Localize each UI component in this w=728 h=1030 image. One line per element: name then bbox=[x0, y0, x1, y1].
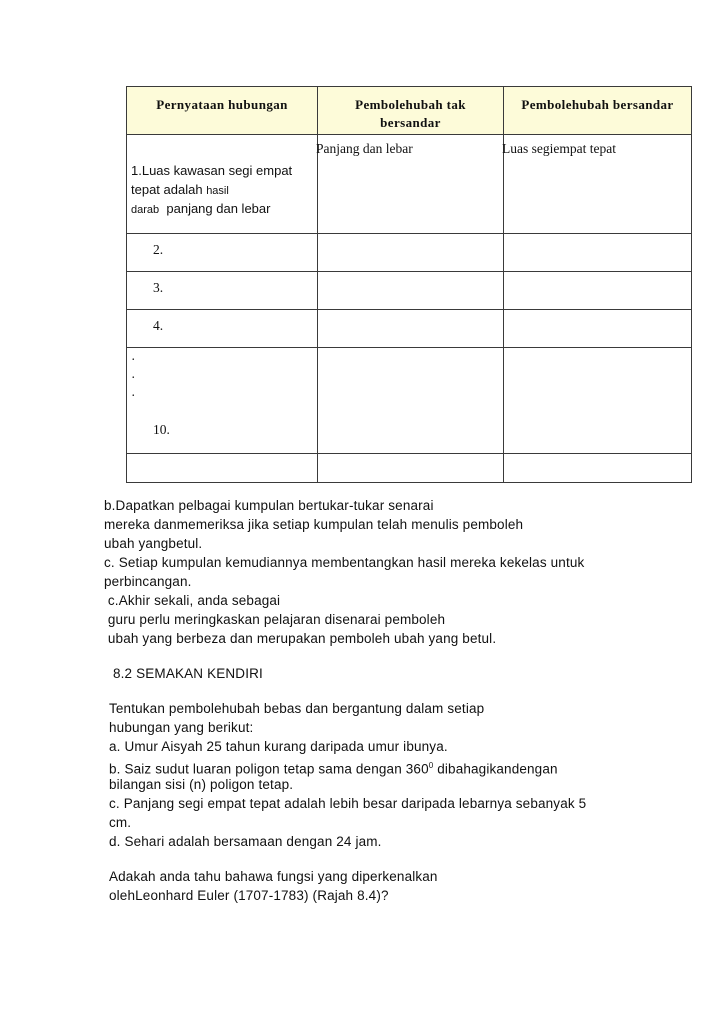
table-header-row bbox=[127, 87, 692, 135]
row1-statement-line2 bbox=[131, 182, 229, 197]
closing-line2: olehLeonhard Euler (1707-1783) (Rajah 8.4)? bbox=[109, 888, 389, 903]
ellipsis-dot: · bbox=[131, 352, 136, 367]
row1-independent-cell bbox=[318, 135, 504, 234]
row2-number: 2. bbox=[153, 242, 164, 257]
relationship-table bbox=[126, 86, 692, 483]
table-row bbox=[127, 135, 692, 234]
row1-line3-small: darab bbox=[131, 204, 160, 216]
row10-dependent-cell bbox=[504, 348, 692, 454]
instruction-line: c. Setiap kumpulan kemudiannya membentangkan hasil mereka kekelas untuk bbox=[104, 555, 585, 570]
row3-number: 3. bbox=[153, 280, 164, 295]
table-row bbox=[127, 234, 692, 272]
empty-cell bbox=[504, 454, 692, 483]
section-title: 8.2 SEMAKAN KENDIRI bbox=[113, 666, 263, 681]
row1-dependent-cell bbox=[504, 135, 692, 234]
row1-line2-text: tepat adalah bbox=[131, 182, 207, 197]
exercise-item-c-line2: cm. bbox=[109, 815, 132, 830]
empty-cell bbox=[318, 454, 504, 483]
table-row bbox=[127, 272, 692, 310]
row10-statement-cell bbox=[127, 348, 318, 454]
exercise-item-c-line1: c. Panjang segi empat tepat adalah lebih besar daripada lebarnya sebanyak 5 bbox=[109, 796, 587, 811]
row3-independent-cell bbox=[318, 272, 504, 310]
row1-statement-line3 bbox=[131, 201, 270, 216]
table-row bbox=[127, 348, 692, 454]
closing-line1: Adakah anda tahu bahawa fungsi yang diperkenalkan bbox=[109, 869, 438, 884]
row10-number: 10. bbox=[153, 422, 170, 437]
instruction-line: perbincangan. bbox=[104, 574, 192, 589]
header-dependent-variable: Pembolehubah bersandar bbox=[504, 87, 692, 135]
instruction-line: b.Dapatkan pelbagai kumpulan bertukar-tukar senarai bbox=[104, 498, 434, 513]
row2-dependent-cell bbox=[504, 234, 692, 272]
instruction-line: ubah yang berbeza dan merupakan pemboleh ubah yang betul. bbox=[104, 631, 497, 646]
exercise-item-b-line2: bilangan sisi (n) poligon tetap. bbox=[109, 777, 294, 792]
header-relationship: Pernyataan hubungan bbox=[127, 87, 318, 135]
ellipsis-dot: · bbox=[131, 388, 136, 403]
table-row bbox=[127, 454, 692, 483]
row2-statement-cell bbox=[127, 234, 318, 272]
degree-superscript: 0 bbox=[428, 761, 434, 770]
exercise-intro-line2: hubungan yang berikut: bbox=[109, 720, 254, 735]
row1-line3-text: panjang dan lebar bbox=[166, 201, 271, 216]
instruction-line: c.Akhir sekali, anda sebagai bbox=[104, 593, 281, 608]
row2-independent-cell bbox=[318, 234, 504, 272]
empty-cell bbox=[127, 454, 318, 483]
row10-independent-cell bbox=[318, 348, 504, 454]
exercise-intro-line1: Tentukan pembolehubah bebas dan bergantung dalam setiap bbox=[109, 701, 485, 716]
instruction-line: guru perlu meringkaskan pelajaran disenarai pemboleh bbox=[104, 612, 446, 627]
row1-independent-value: Panjang dan lebar bbox=[316, 141, 413, 156]
exercise-item-d: d. Sehari adalah bersamaan dengan 24 jam. bbox=[109, 834, 382, 849]
row3-statement-cell bbox=[127, 272, 318, 310]
row1-dependent-value: Luas segiempat tepat bbox=[502, 141, 616, 156]
row4-dependent-cell bbox=[504, 310, 692, 348]
exercise-item-a: a. Umur Aisyah 25 tahun kurang daripada umur ibunya. bbox=[109, 739, 448, 754]
row4-number: 4. bbox=[153, 318, 164, 333]
instruction-line: mereka danmemeriksa jika setiap kumpulan telah menulis pemboleh bbox=[104, 517, 524, 532]
exercise-b-text: b. Saiz sudut luaran poligon tetap sama dengan 360 bbox=[109, 761, 429, 777]
ellipsis-dot: · bbox=[131, 370, 136, 385]
exercise-b-text-end: dibahagikandengan bbox=[433, 761, 558, 777]
instruction-line: ubah yangbetul. bbox=[104, 536, 203, 551]
header-independent-variable: Pembolehubah tak bersandar bbox=[318, 87, 504, 135]
row3-dependent-cell bbox=[504, 272, 692, 310]
row1-statement-cell bbox=[127, 135, 318, 234]
row1-statement-line1: 1.Luas kawasan segi empat bbox=[131, 163, 293, 178]
row1-line2-small: hasil bbox=[206, 185, 229, 197]
table-row bbox=[127, 310, 692, 348]
row4-statement-cell bbox=[127, 310, 318, 348]
row4-independent-cell bbox=[318, 310, 504, 348]
